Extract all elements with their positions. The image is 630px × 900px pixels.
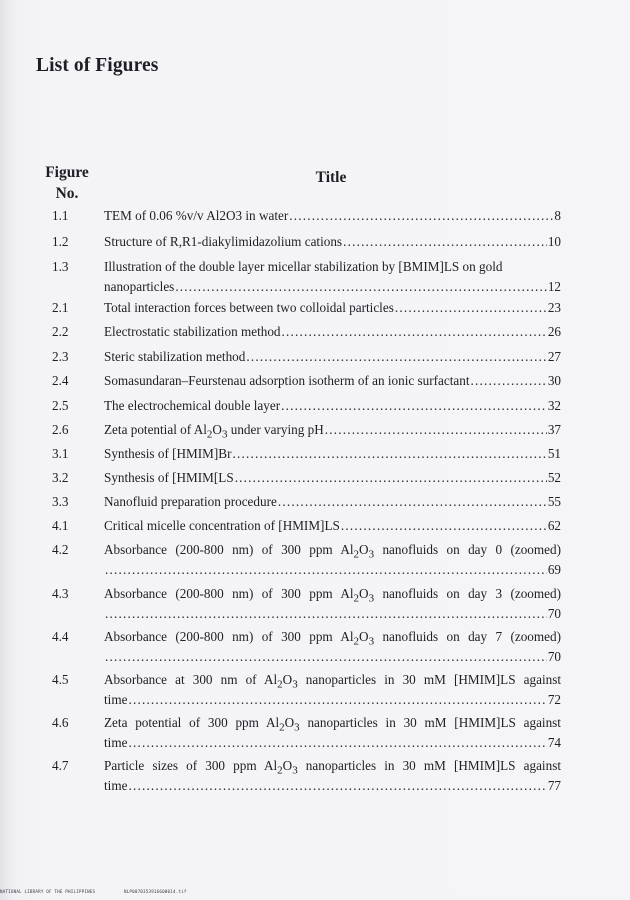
page-number: 26 bbox=[547, 324, 561, 339]
page-number: 8 bbox=[554, 208, 561, 223]
page-number: 23 bbox=[547, 300, 561, 315]
figure-title: Particle sizes of 300 ppm $Al_2O_3$ nanoparticles in 30 mM [HMIM]LS against bbox=[104, 758, 561, 777]
dot-leader bbox=[105, 647, 547, 667]
dot-leader bbox=[281, 396, 547, 416]
dot-leader bbox=[278, 492, 547, 512]
dot-leader bbox=[105, 560, 547, 580]
figure-number: 4.2 bbox=[52, 542, 69, 557]
figure-title-line2: nanoparticles bbox=[104, 279, 175, 294]
page-number: 77 bbox=[547, 778, 561, 793]
page-number: 10 bbox=[547, 234, 561, 249]
dot-leader bbox=[128, 776, 546, 796]
figure-number: 2.1 bbox=[52, 300, 69, 315]
figure-title-line1: Illustration of the double layer micellar stabilization by [BMIM]LS on gold bbox=[104, 259, 503, 274]
page-number: 72 bbox=[547, 692, 561, 707]
dot-leader bbox=[175, 277, 547, 297]
page-number: 69 bbox=[547, 562, 561, 577]
figure-number: 3.1 bbox=[52, 446, 69, 461]
figure-title: The electrochemical double layer bbox=[104, 398, 281, 413]
footer-filename: NLP0070353916600014.tif bbox=[123, 889, 187, 894]
figure-number: 1.3 bbox=[52, 259, 69, 274]
figure-title: Total interaction forces between two colloidal particles bbox=[104, 300, 394, 315]
figure-number: 1.2 bbox=[52, 234, 69, 249]
dot-leader bbox=[235, 468, 547, 488]
page-number: 51 bbox=[547, 446, 561, 461]
figure-title: Synthesis of [HMIM]Br bbox=[104, 446, 232, 461]
page-number: 32 bbox=[547, 398, 561, 413]
figure-title: Somasundaran–Feurstenau adsorption isotherm of an ionic surfactant bbox=[104, 373, 470, 388]
figure-number: 2.3 bbox=[52, 349, 69, 364]
footer-library: NATIONAL LIBRARY OF THE PHILIPPINES bbox=[0, 889, 96, 894]
dot-leader bbox=[289, 206, 553, 226]
scan-footer bbox=[0, 889, 630, 894]
figure-number: 3.2 bbox=[52, 470, 69, 485]
column-header-figure: Figure No. bbox=[45, 164, 89, 202]
figure-title: Critical micelle concentration of [HMIM]LS bbox=[104, 518, 340, 533]
dot-leader bbox=[325, 420, 547, 440]
dot-leader bbox=[395, 298, 547, 318]
dot-leader bbox=[105, 604, 547, 624]
page-title: List of Figures bbox=[36, 55, 159, 76]
figure-title: Zeta potential of 300 ppm $Al_2O_3$ nanoparticles in 30 mM [HMIM]LS against bbox=[104, 715, 561, 734]
figure-number: 2.6 bbox=[52, 422, 69, 437]
page-number: 70 bbox=[547, 606, 561, 621]
page-number: 12 bbox=[547, 279, 561, 294]
dot-leader bbox=[282, 322, 547, 342]
dot-leader bbox=[128, 690, 546, 710]
page-number: 70 bbox=[547, 649, 561, 664]
figure-title: Structure of R,R1-diakylimidazolium cations bbox=[104, 234, 343, 249]
figure-number: 1.1 bbox=[52, 208, 69, 223]
page-number: 62 bbox=[547, 518, 561, 533]
dot-leader bbox=[232, 444, 546, 464]
figure-title: Absorbance at 300 nm of $Al_2O_3$ nanoparticles in 30 mM [HMIM]LS against bbox=[104, 672, 561, 691]
figure-number: 2.4 bbox=[52, 373, 69, 388]
dot-leader bbox=[343, 232, 547, 252]
figure-number: 4.5 bbox=[52, 672, 69, 687]
figure-title: Zeta potential of $Al_2O_3$ under varying pH bbox=[104, 422, 324, 441]
figure-number: 2.5 bbox=[52, 398, 69, 413]
figure-title: Synthesis of [HMIM[LS bbox=[104, 470, 234, 485]
dot-leader bbox=[128, 733, 546, 753]
figure-title-line2: time bbox=[104, 778, 128, 793]
column-header-title: Title bbox=[315, 169, 347, 186]
page-number: 30 bbox=[547, 373, 561, 388]
figure-title: Electrostatic stabilization method bbox=[104, 324, 281, 339]
page-number: 52 bbox=[547, 470, 561, 485]
figure-number: 4.3 bbox=[52, 586, 69, 601]
dot-leader bbox=[246, 347, 546, 367]
figure-title: Absorbance (200-800 nm) of 300 ppm $Al_2O_3$ nanofluids on day 0 (zoomed) bbox=[104, 542, 561, 561]
figure-title: Absorbance (200-800 nm) of 300 ppm $Al_2O_3$ nanofluids on day 3 (zoomed) bbox=[104, 586, 561, 605]
page-number: 37 bbox=[547, 422, 561, 437]
figure-number: 4.4 bbox=[52, 629, 69, 644]
dot-leader bbox=[341, 516, 547, 536]
figure-title: Steric stabilization method bbox=[104, 349, 246, 364]
figure-title: Nanofluid preparation procedure bbox=[104, 494, 277, 509]
page-number: 55 bbox=[547, 494, 561, 509]
dot-leader bbox=[471, 371, 547, 391]
figure-title: TEM of 0.06 %v/v Al2O3 in water bbox=[104, 208, 289, 223]
figure-number: 2.2 bbox=[52, 324, 69, 339]
page-number: 74 bbox=[547, 735, 561, 750]
figure-title: Absorbance (200-800 nm) of 300 ppm $Al_2O_3$ nanofluids on day 7 (zoomed) bbox=[104, 629, 561, 648]
figure-number: 4.6 bbox=[52, 715, 69, 730]
figure-title-line2: time bbox=[104, 692, 128, 707]
figure-number: 4.7 bbox=[52, 758, 69, 773]
figure-number: 4.1 bbox=[52, 518, 69, 533]
page-number: 27 bbox=[547, 349, 561, 364]
figure-number: 3.3 bbox=[52, 494, 69, 509]
figure-title-line2: time bbox=[104, 735, 128, 750]
